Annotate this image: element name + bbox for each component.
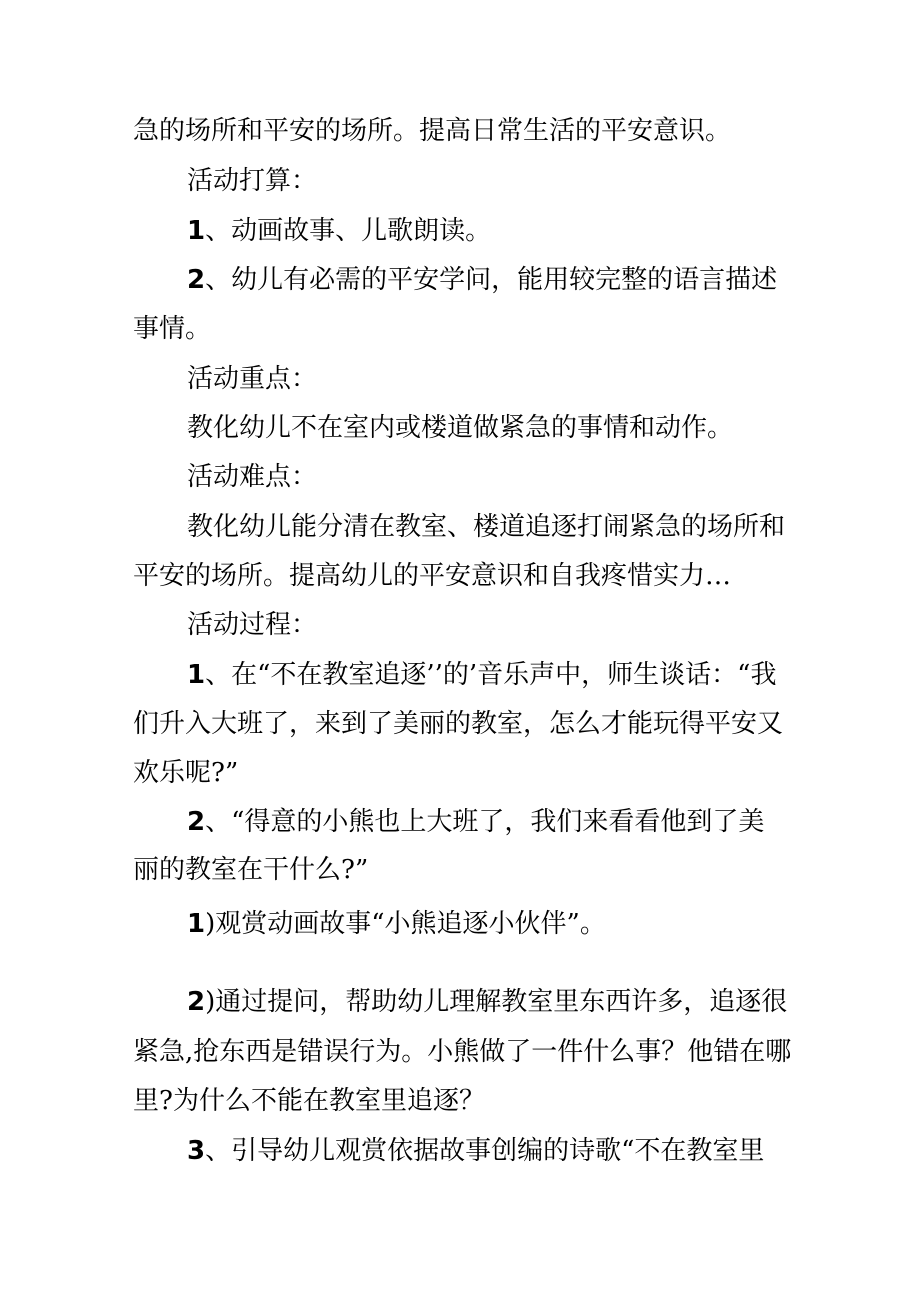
list-item: [187, 907, 916, 941]
list-item: [187, 1134, 916, 1168]
line-text: 教化幼儿能分清在教室、楼道追逐打闹紧急的场所和: [187, 512, 786, 542]
list-number: 1: [187, 216, 206, 246]
list-item: [187, 985, 916, 1019]
list-number: 3: [187, 1136, 206, 1166]
paragraph-line: [133, 1035, 916, 1069]
list-text: )通过提问，帮助幼儿理解教室里东西许多，追逐很: [205, 987, 788, 1017]
list-text: )观赏动画故事“小熊追逐小伙伴”。: [205, 909, 606, 939]
line-text: 教化幼儿不在室内或楼道做紧急的事情和动作。: [187, 413, 734, 443]
heading-text: 活动重点：: [187, 364, 318, 394]
paragraph-line: [133, 1084, 916, 1118]
line-text: 欢乐呢?”: [133, 758, 239, 788]
line-text: 丽的教室在干什么?”: [133, 855, 369, 885]
line-text: 里?为什么不能在教室里追逐？: [133, 1086, 485, 1116]
list-number: 1: [187, 660, 206, 690]
heading-text: 活动难点：: [187, 462, 318, 492]
section-heading: [187, 164, 916, 198]
line-text: 平安的场所。提高幼儿的平安意识和自我疼惜实力…: [133, 561, 732, 591]
paragraph-line: [133, 559, 916, 593]
section-heading: [187, 608, 916, 642]
paragraph-line: [187, 411, 916, 445]
list-item: [187, 214, 916, 248]
paragraph-line: [133, 756, 916, 790]
list-item: [187, 263, 916, 297]
paragraph-line: [133, 707, 916, 741]
line-text: 急的场所和平安的场所。提高日常生活的平安意识。: [133, 116, 732, 146]
heading-text: 活动过程：: [187, 610, 318, 640]
list-number: 2: [187, 807, 206, 837]
section-heading: [187, 362, 916, 396]
list-text: 、引导幼儿观赏依据故事创编的诗歌“不在教室里: [205, 1136, 765, 1166]
paragraph-line: [133, 114, 916, 148]
paragraph-line: [133, 312, 916, 346]
list-text: 、“得意的小熊也上大班了，我们来看看他到了美: [205, 807, 765, 837]
heading-text: 活动打算：: [187, 166, 318, 196]
list-item: [187, 658, 916, 692]
list-text: 、在“不在教室追逐’’的’音乐声中，师生谈话：“我: [205, 660, 777, 690]
list-text: 、幼儿有必需的平安学问，能用较完整的语言描述: [205, 265, 778, 295]
list-number: 2: [187, 265, 206, 295]
line-text: 紧急,抢东西是错误行为。小熊做了一件什么事？他错在哪: [133, 1037, 792, 1067]
list-number: 1: [187, 909, 206, 939]
list-text: 、动画故事、儿歌朗读。: [205, 216, 492, 246]
list-item: [187, 805, 916, 839]
section-heading: [187, 460, 916, 494]
paragraph-line: [133, 853, 916, 887]
line-text: 们升入大班了，来到了美丽的教室，怎么才能玩得平安又: [133, 709, 784, 739]
paragraph-line: [187, 510, 916, 544]
line-text: 事情。: [133, 314, 212, 344]
list-number: 2: [187, 987, 206, 1017]
